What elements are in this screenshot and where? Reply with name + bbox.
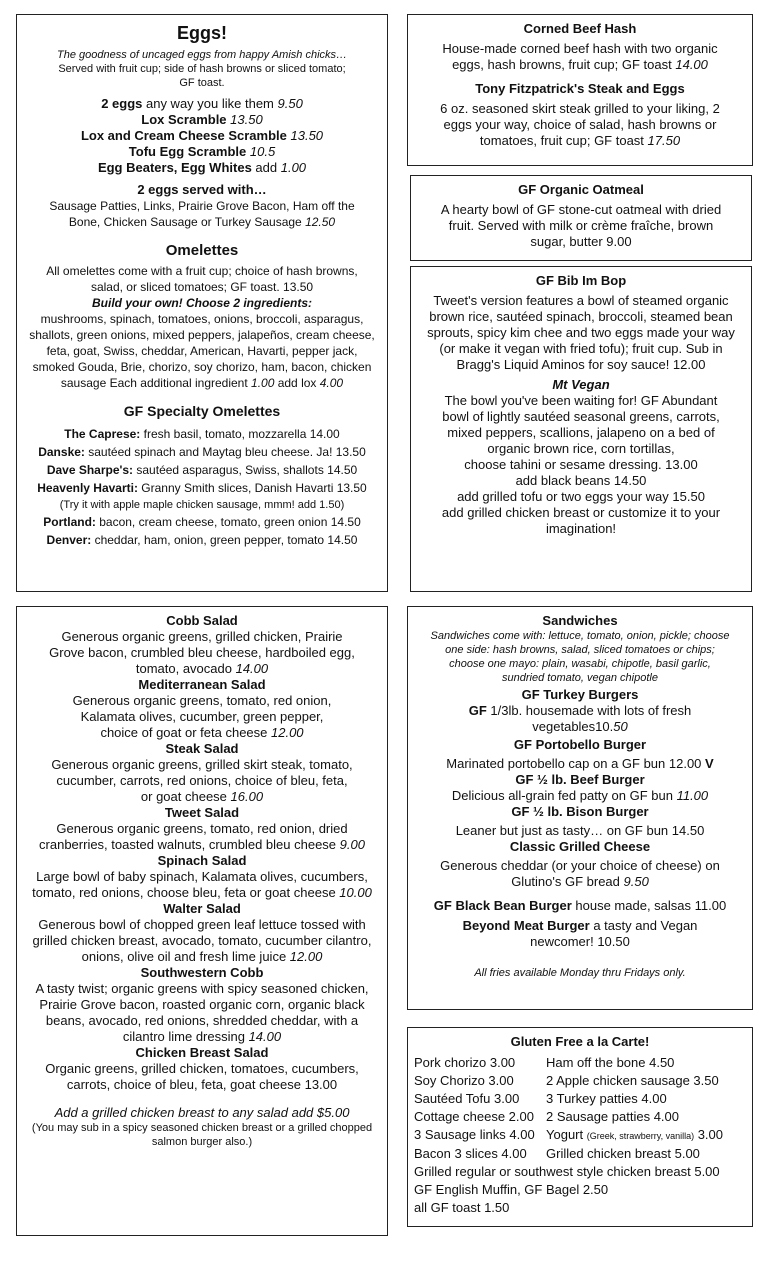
oatmeal-line: sugar, butter 9.00 bbox=[530, 234, 632, 249]
corned-beef-line-2: eggs, hash browns, fruit cup; GF toast 14.00 bbox=[452, 57, 708, 72]
specialty-note: (Try it with apple maple chicken sausage, mmm! add 1.50) bbox=[59, 499, 345, 511]
sandwiches-intro: choose one mayo: plain, wasabi, chipotle, basil garlic, bbox=[449, 658, 711, 670]
corned-beef-title: Corned Beef Hash bbox=[523, 21, 637, 36]
salad-title: Cobb Salad bbox=[166, 613, 238, 628]
ingredient-last-line: sausage Each additional ingredient 1.00 add lox 4.00 bbox=[60, 376, 344, 390]
ingredient-line: feta, goat, Swiss, cheddar, American, Havarti, pepper jack, bbox=[46, 344, 358, 358]
salad-line: tomato, avocado 14.00 bbox=[135, 661, 269, 676]
served-with-line-1: Sausage Patties, Links, Prairie Grove Bacon, Ham off the bbox=[49, 199, 355, 213]
bibimbop-line: Bragg's Liquid Aminos for soy sauce! 12.00 bbox=[456, 357, 706, 372]
specialty-item: Heavenly Havarti: Granny Smith slices, Danish Havarti 13.50 bbox=[37, 481, 367, 495]
mt-vegan-line: add grilled tofu or two eggs your way 15.50 bbox=[457, 489, 705, 504]
salad-title: Spinach Salad bbox=[157, 853, 247, 868]
egg-item: Lox Scramble 13.50 bbox=[141, 112, 263, 127]
carte-row: Cottage cheese 2.00 2 Sausage patties 4.00 bbox=[414, 1109, 679, 1124]
omelettes-title: Omelettes bbox=[165, 242, 239, 259]
mt-vegan-line: organic brown rice, corn tortillas, bbox=[487, 441, 675, 456]
bibimbop-line: brown rice, sautéed spinach, broccoli, steamed bean bbox=[429, 309, 733, 324]
omelettes-intro-2: salad, or sliced tomatoes; GF toast. 13.50 bbox=[90, 280, 314, 294]
build-your-own: Build your own! Choose 2 ingredients: bbox=[91, 296, 312, 310]
salad-line: or goat cheese 16.00 bbox=[140, 789, 264, 804]
salad-line: Kalamata olives, cucumber, green pepper, bbox=[80, 709, 324, 724]
turkey-burger-title: GF Turkey Burgers bbox=[521, 687, 639, 702]
beyond-burger: Beyond Meat Burger a tasty and Vegan bbox=[462, 918, 698, 933]
salads-section bbox=[16, 606, 388, 1236]
sandwiches-section bbox=[407, 606, 753, 1010]
salad-note: salmon burger also.) bbox=[151, 1136, 253, 1148]
a-la-carte-list bbox=[408, 1054, 752, 1217]
specialty-item: Danske: sautéed spinach and Maytag bleu cheese. Ja! 13.50 bbox=[38, 445, 366, 459]
grilled-cheese-title: Classic Grilled Cheese bbox=[509, 839, 651, 854]
salad-line: carrots, choice of bleu, feta, goat cheese 13.00 bbox=[66, 1077, 338, 1092]
beef-burger-title: GF ½ lb. Beef Burger bbox=[515, 772, 645, 787]
grilled-cheese-line: Generous cheddar (or your choice of cheese) on bbox=[440, 858, 720, 873]
carte-row-full: all GF toast 1.50 bbox=[414, 1200, 510, 1215]
turkey-burger-line: vegetables10.50 bbox=[532, 719, 628, 734]
salad-title: Southwestern Cobb bbox=[140, 965, 264, 980]
specialty-item: Dave Sharpe's: sautéed asparagus, Swiss, shallots 14.50 bbox=[46, 463, 358, 477]
steak-eggs-line-3: tomatoes, fruit cup; GF toast 17.50 bbox=[479, 133, 681, 148]
salad-title: Chicken Breast Salad bbox=[135, 1045, 269, 1060]
bison-burger-line: Leaner but just as tasty… on GF bun 14.50 bbox=[455, 823, 705, 838]
bison-burger-title: GF ½ lb. Bison Burger bbox=[511, 804, 649, 819]
mt-vegan-line: The bowl you've been waiting for! GF Abundant bbox=[444, 393, 718, 408]
sandwiches-intro: Sandwiches come with: lettuce, tomato, onion, pickle; choose bbox=[430, 630, 730, 642]
specialty-item: Denver: cheddar, ham, onion, green pepper, tomato 14.50 bbox=[46, 533, 358, 547]
salad-line: choice of goat or feta cheese 12.00 bbox=[100, 725, 304, 740]
bibimbop-line: Tweet's version features a bowl of steamed organic bbox=[433, 293, 729, 308]
ingredient-line: smoked Gouda, Brie, chorizo, soy chorizo, ham, bacon, chicken bbox=[32, 360, 372, 374]
black-bean-burger: GF Black Bean Burger house made, salsas 11.00 bbox=[433, 898, 727, 913]
salad-line: cilantro lime dressing 14.00 bbox=[122, 1029, 282, 1044]
ingredient-line: mushrooms, spinach, tomatoes, onions, broccoli, asparagus, bbox=[40, 312, 364, 326]
turkey-burger-line: GF 1/3lb. housemade with lots of fresh bbox=[468, 703, 692, 718]
portobello-line: Marinated portobello cap on a GF bun 12.00 V bbox=[446, 756, 714, 771]
salad-addon: Add a grilled chicken breast to any salad add $5.00 bbox=[54, 1105, 350, 1120]
oatmeal-section bbox=[410, 175, 752, 261]
corned-beef-line-1: House-made corned beef hash with two organic bbox=[442, 41, 718, 56]
mt-vegan-line: bowl of lightly sautéed seasonal greens, carrots, bbox=[442, 409, 720, 424]
sandwiches-intro: sundried tomato, vegan chipotle bbox=[502, 672, 658, 684]
portobello-title: GF Portobello Burger bbox=[513, 737, 647, 752]
salad-line: onions, olive oil and fresh lime juice 12.00 bbox=[81, 949, 323, 964]
salad-title: Walter Salad bbox=[163, 901, 241, 916]
corned-beef-section bbox=[407, 14, 753, 166]
salad-line: Grove bacon, crumbled bleu cheese, hardboiled egg, bbox=[49, 645, 355, 660]
served-with-heading: 2 eggs served with… bbox=[137, 182, 267, 197]
bibimbop-line: sprouts, spicy kim chee and two eggs made your way bbox=[427, 325, 735, 340]
a-la-carte-section bbox=[407, 1027, 753, 1227]
oatmeal-line: A hearty bowl of GF stone-cut oatmeal with dried bbox=[440, 202, 722, 217]
salad-line: cucumber, carrots, red onions, choice of bleu, feta, bbox=[56, 773, 348, 788]
salad-line: cranberries, toasted walnuts, crumbled bleu cheese 9.00 bbox=[39, 837, 365, 852]
egg-item: Tofu Egg Scramble 10.5 bbox=[128, 144, 276, 159]
mt-vegan-line: add grilled chicken breast or customize it to your bbox=[441, 505, 721, 520]
bibimbop-line: (or make it vegan with fried tofu); fruit cup. Sub in bbox=[439, 341, 723, 356]
mt-vegan-line: choose tahini or sesame dressing. 13.00 bbox=[464, 457, 698, 472]
sandwiches-intro: one side: hash browns, salad, sliced tomatoes or chips; bbox=[445, 644, 715, 656]
a-la-carte-title: Gluten Free a la Carte! bbox=[510, 1034, 650, 1049]
mt-vegan-line: imagination! bbox=[545, 521, 617, 536]
salad-title: Steak Salad bbox=[165, 741, 239, 756]
oatmeal-title: GF Organic Oatmeal bbox=[518, 182, 644, 197]
beyond-burger-line-2: newcomer! 10.50 bbox=[530, 934, 630, 949]
salad-line: grilled chicken breast, avocado, tomato, cucumber cilantro, bbox=[32, 933, 372, 948]
salad-line: A tasty twist; organic greens with spicy seasoned chicken, bbox=[35, 981, 369, 996]
salad-line: tomato, red onions, choose bleu, feta or goat cheese 10.00 bbox=[32, 885, 372, 900]
salad-line: beans, avocado, red onions, shredded cheddar, with a bbox=[45, 1013, 359, 1028]
mt-vegan-title: Mt Vegan bbox=[552, 377, 610, 392]
specialty-item: Portland: bacon, cream cheese, tomato, green onion 14.50 bbox=[43, 515, 361, 529]
salad-title: Mediterranean Salad bbox=[138, 677, 266, 692]
salad-line: Large bowl of baby spinach, Kalamata olives, cucumbers, bbox=[36, 869, 368, 884]
mt-vegan-line: add black beans 14.50 bbox=[515, 473, 647, 488]
steak-eggs-line-2: eggs your way, choice of salad, hash browns or bbox=[443, 117, 717, 132]
carte-row: Soy Chorizo 3.00 2 Apple chicken sausage 3.50 bbox=[414, 1073, 719, 1088]
carte-row-full: Grilled regular or southwest style chicken breast 5.00 bbox=[414, 1164, 720, 1179]
carte-row: Bacon 3 slices 4.00 Grilled chicken breast 5.00 bbox=[414, 1146, 700, 1161]
bibimbop-section bbox=[410, 266, 752, 592]
bibimbop-title: GF Bib Im Bop bbox=[535, 273, 627, 288]
grilled-cheese-line: Glutino's GF bread 9.50 bbox=[511, 874, 649, 889]
salad-line: Generous organic greens, grilled skirt steak, tomato, bbox=[51, 757, 353, 772]
salad-line: Organic greens, grilled chicken, tomatoes, cucumbers, bbox=[45, 1061, 359, 1076]
eggs-intro-1: The goodness of uncaged eggs from happy Amish chicks… bbox=[56, 49, 348, 61]
salad-line: Generous organic greens, tomato, red onion, dried bbox=[56, 821, 348, 836]
egg-item: 2 eggs any way you like them 9.50 bbox=[101, 96, 303, 111]
salad-note: (You may sub in a spicy seasoned chicken breast or a grilled chopped bbox=[31, 1122, 373, 1134]
egg-item: Egg Beaters, Egg Whites add 1.00 bbox=[97, 160, 307, 175]
eggs-intro-2: Served with fruit cup; side of hash browns or sliced tomato; bbox=[58, 63, 346, 75]
fries-note: All fries available Monday thru Fridays only. bbox=[474, 967, 686, 979]
eggs-section bbox=[16, 14, 388, 592]
steak-eggs-title: Tony Fitzpatrick's Steak and Eggs bbox=[475, 81, 685, 96]
salad-line: Prairie Grove bacon, roasted organic corn, organic black bbox=[39, 997, 365, 1012]
specialty-title: GF Specialty Omelettes bbox=[123, 403, 281, 419]
beef-burger-line: Delicious all-grain fed patty on GF bun 11.00 bbox=[451, 788, 709, 803]
salad-line: Generous bowl of chopped green leaf lettuce tossed with bbox=[38, 917, 366, 932]
omelettes-intro-1: All omelettes come with a fruit cup; choice of hash browns, bbox=[46, 264, 358, 278]
specialty-item: The Caprese: fresh basil, tomato, mozzarella 14.00 bbox=[64, 427, 340, 441]
salad-line: Generous organic greens, grilled chicken, Prairie bbox=[61, 629, 343, 644]
oatmeal-line: fruit. Served with milk or crème fraîche, brown bbox=[448, 218, 714, 233]
eggs-intro-3: GF toast. bbox=[179, 77, 225, 89]
carte-row: Pork chorizo 3.00 Ham off the bone 4.50 bbox=[414, 1055, 675, 1070]
carte-row-full: GF English Muffin, GF Bagel 2.50 bbox=[414, 1182, 609, 1197]
salad-line: Generous organic greens, tomato, red onion, bbox=[72, 693, 332, 708]
egg-item: Lox and Cream Cheese Scramble 13.50 bbox=[80, 128, 324, 143]
served-with-line-2: Bone, Chicken Sausage or Turkey Sausage 12.50 bbox=[68, 215, 336, 229]
eggs-title: Eggs! bbox=[176, 23, 227, 43]
ingredient-line: shallots, green onions, mixed peppers, jalapeños, cream cheese, bbox=[29, 328, 375, 342]
sandwiches-title: Sandwiches bbox=[542, 613, 618, 628]
mt-vegan-line: mixed peppers, scallions, jalapeno on a bed of bbox=[447, 425, 715, 440]
salad-title: Tweet Salad bbox=[164, 805, 240, 820]
carte-row: Sautéed Tofu 3.00 3 Turkey patties 4.00 bbox=[414, 1091, 667, 1106]
steak-eggs-line-1: 6 oz. seasoned skirt steak grilled to your liking, 2 bbox=[440, 101, 720, 116]
carte-row: 3 Sausage links 4.00 Yogurt (Greek, strawberry, vanilla) 3.00 bbox=[414, 1127, 724, 1142]
